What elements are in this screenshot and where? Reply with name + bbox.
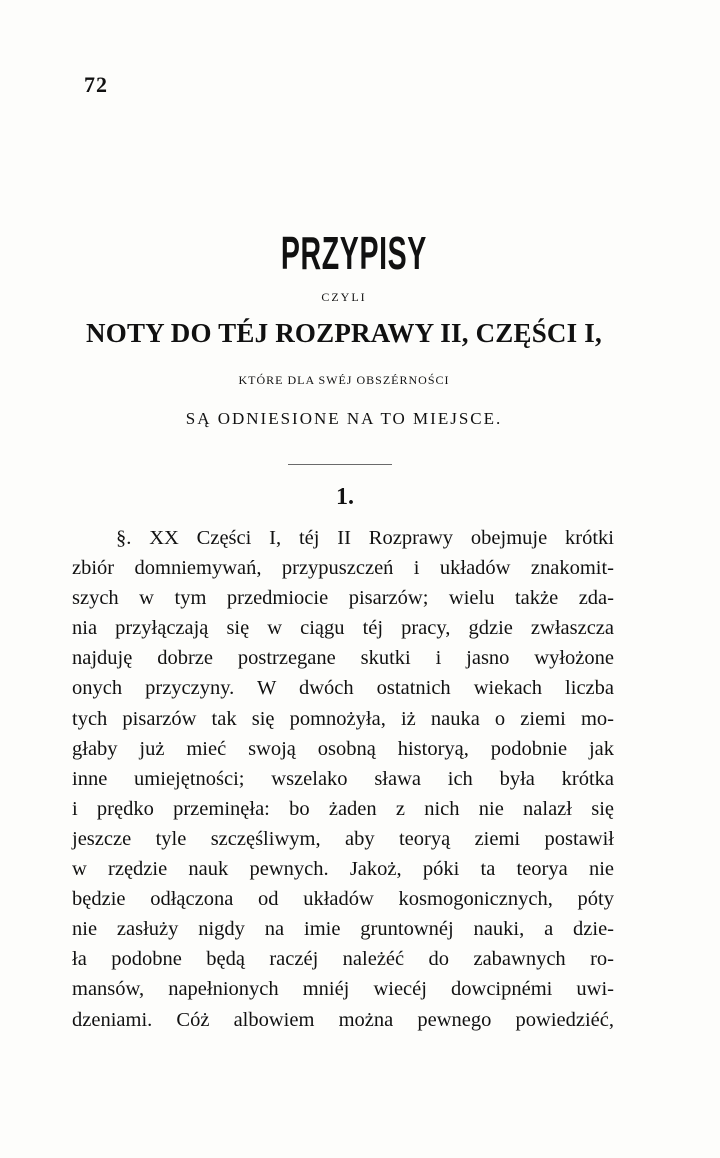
text-line: zbiór domniemywań, przypuszczeń i układów znakomit-: [72, 557, 614, 580]
text-line: mansów, napełnionych mniéj wiecéj dowcipnémi uwi-: [72, 978, 614, 1001]
text-line: onych przyczyny. W dwóch ostatnich wiekach liczba: [72, 677, 614, 700]
chapter-title: PRZYPISY: [280, 227, 427, 279]
text-line: będzie odłączona od układów kosmogonicznych, póty: [72, 888, 614, 911]
text-line: i prędko przeminęła: bo żaden z nich nie nalazł się: [72, 797, 614, 820]
chapter-main-heading: NOTY DO TÉJ ROZPRAWY II, CZĘŚCI I,: [86, 318, 602, 348]
divider-rule: [288, 464, 392, 465]
chapter-subheading-2: SĄ ODNIESIONE NA TO MIEJSCE.: [185, 409, 503, 428]
text-line: nie zasłuży nigdy na imie gruntownéj nauki, a dzie-: [72, 918, 614, 941]
text-line: szych w tym przedmiocie pisarzów; wielu także zda-: [72, 587, 614, 610]
text-line: jeszcze tyle szczęśliwym, aby teoryą ziemi postawił: [72, 827, 614, 850]
text-line: głaby już mieć swoją osobną historyą, podobnie jak: [72, 737, 614, 760]
text-line: §. XX Części I, téj II Rozprawy obejmuje krótki: [116, 527, 614, 549]
text-line: najduję dobrze postrzegane skutki i jasno wyłożone: [72, 647, 614, 670]
text-line: inne umiejętności; wszelako sława ich była krótka: [72, 767, 614, 790]
text-line: nia przyłączają się w ciągu téj pracy, gdzie zwłaszcza: [72, 617, 614, 640]
text-line: tych pisarzów tak się pomnożyła, iż nauka o ziemi mo-: [72, 707, 614, 730]
text-line: w rzędzie nauk pewnych. Jakoż, póki ta teorya nie: [72, 858, 614, 881]
note-number: 1.: [336, 484, 354, 510]
text-line: ła podobne będą raczéj należéć do zabawnych ro-: [72, 948, 614, 971]
page-number: 72: [84, 72, 108, 97]
text-line: dzeniami. Cóż albowiem można pewnego powiedziéć,: [72, 1008, 614, 1031]
body-paragraph: [72, 523, 614, 1035]
title-connector: CZYLI: [321, 290, 367, 304]
chapter-subheading: KTÓRE DLA SWÉJ OBSZÉRNOŚCI: [238, 373, 450, 387]
